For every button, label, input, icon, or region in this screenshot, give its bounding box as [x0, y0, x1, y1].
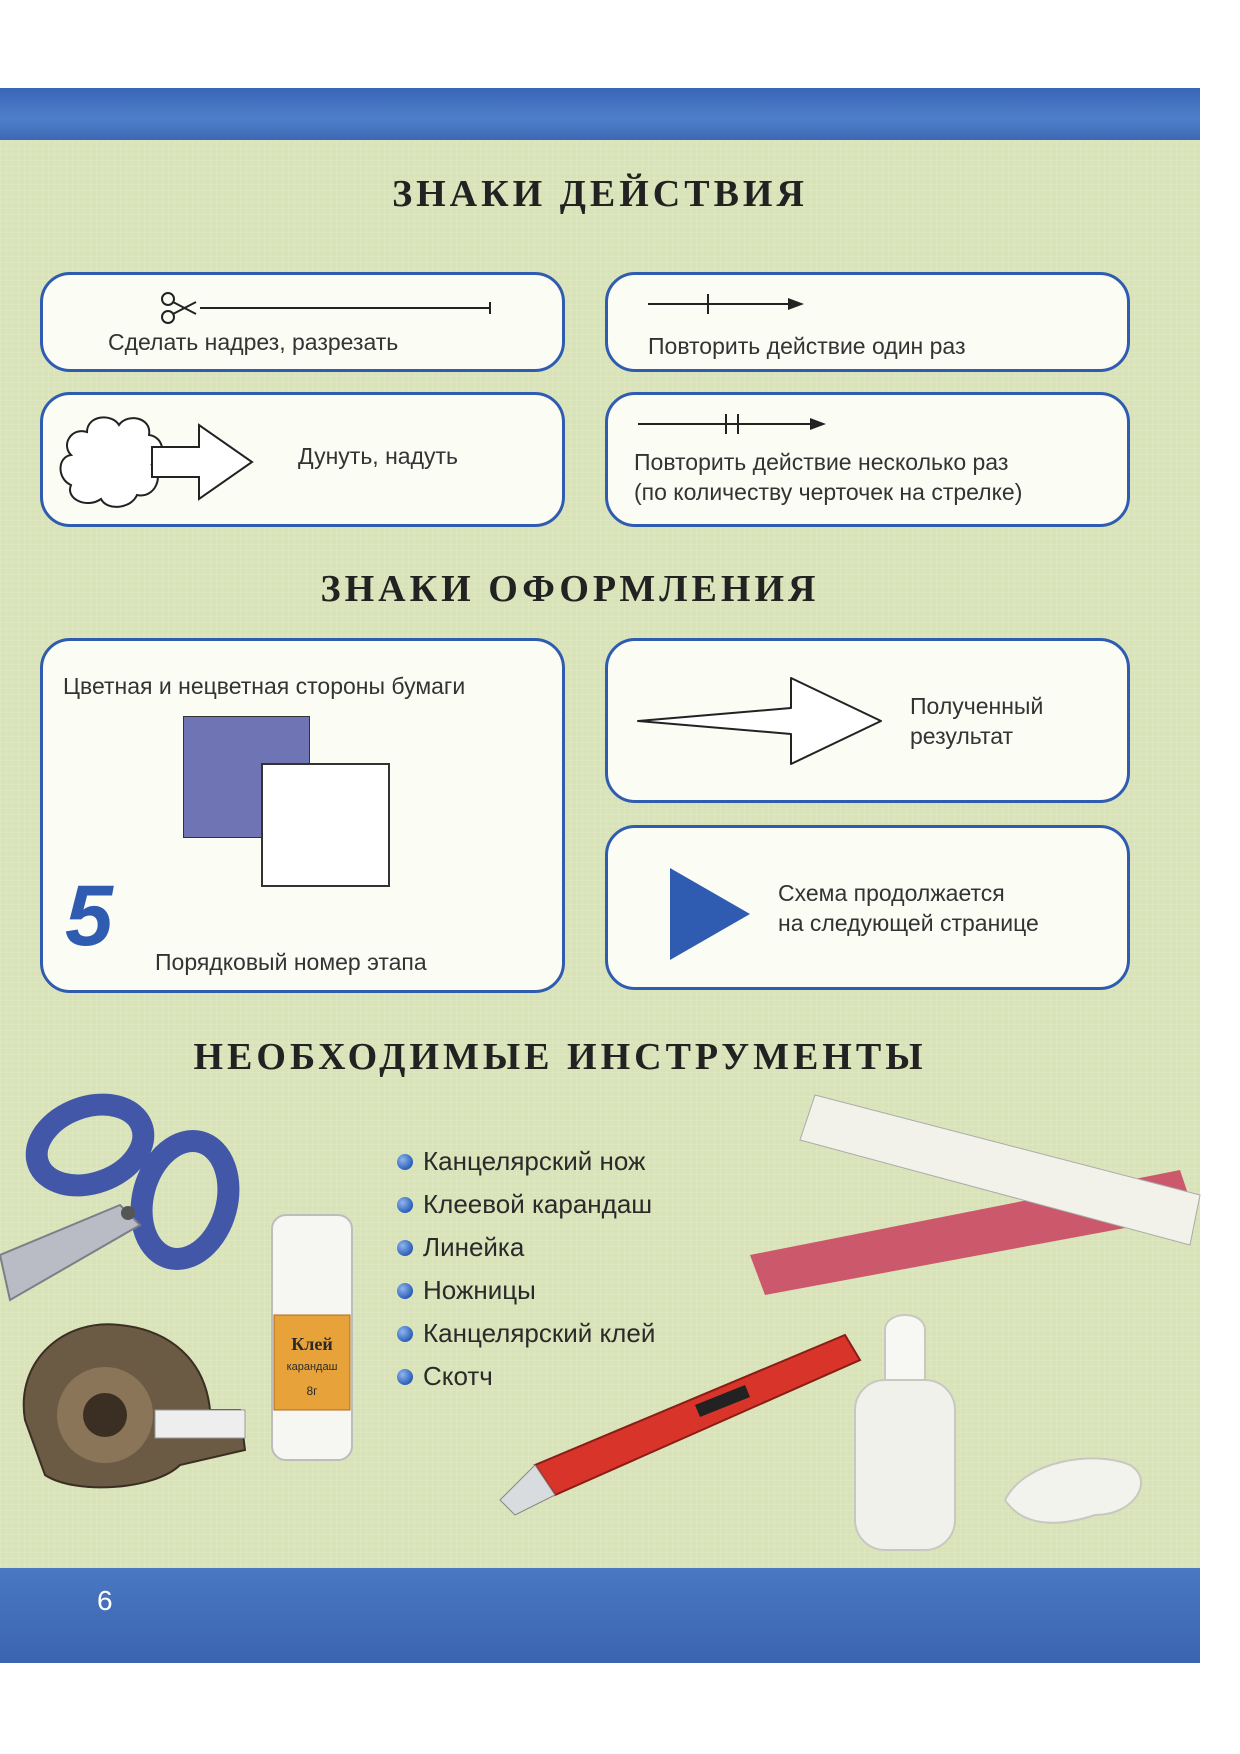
step-number-label: Порядковый номер этапа	[155, 949, 427, 975]
list-item: Скотч	[395, 1355, 655, 1398]
glue-stick-label-2: карандаш	[286, 1361, 338, 1373]
sign-cut-box	[40, 272, 565, 372]
rulers-photo	[740, 1095, 1200, 1295]
heading-tools: НЕОБХОДИМЫЕ ИНСТРУМЕНТЫ	[193, 1036, 927, 1078]
step-number: 5	[65, 868, 113, 964]
sign-paper-sides-box	[40, 638, 565, 993]
utility-knife-photo	[495, 1325, 875, 1515]
sign-repeat-once-box	[605, 272, 1130, 372]
list-item: Канцелярский нож	[395, 1140, 655, 1183]
glue-bottle-photo	[825, 1300, 1155, 1560]
list-item: Канцелярский клей	[395, 1312, 655, 1355]
paper-sides-label: Цветная и нецветная стороны бумаги	[63, 673, 466, 699]
bullet-icon	[397, 1326, 413, 1342]
list-item: Линейка	[395, 1226, 655, 1269]
top-band	[0, 88, 1200, 140]
heading-design-signs: ЗНАКИ ОФОРМЛЕНИЯ	[320, 568, 820, 610]
arrow-one-tick-icon	[648, 289, 808, 319]
scissors-photo	[0, 1085, 260, 1335]
tape-dispenser-photo	[5, 1300, 255, 1500]
sign-continue-box	[605, 825, 1130, 990]
continue-triangle-icon	[668, 866, 758, 966]
sign-repeat-many-label-2: (по количеству черточек на стрелке)	[634, 479, 1023, 505]
continue-label-2: на следующей странице	[778, 910, 1039, 936]
bullet-icon	[397, 1283, 413, 1299]
cloud-blow-arrow-icon	[57, 407, 257, 517]
sign-repeat-many-label-1: Повторить действие несколько раз	[634, 449, 1009, 475]
bullet-icon	[397, 1197, 413, 1213]
glue-stick-label-1: Клей	[291, 1334, 333, 1354]
heading-action-signs: ЗНАКИ ДЕЙСТВИЯ	[392, 173, 808, 215]
scissors-cut-line-icon	[158, 287, 498, 327]
bullet-icon	[397, 1154, 413, 1170]
list-item: Клеевой карандаш	[395, 1183, 655, 1226]
arrow-multiple-ticks-icon	[638, 409, 828, 439]
sign-blow-box	[40, 392, 565, 527]
bullet-icon	[397, 1240, 413, 1256]
sign-result-box	[605, 638, 1130, 803]
list-item: Ножницы	[395, 1269, 655, 1312]
sign-repeat-once-label: Повторить действие один раз	[648, 333, 966, 359]
glue-stick-photo	[262, 1215, 362, 1465]
result-arrow-icon	[636, 676, 886, 766]
white-paper-square	[261, 763, 390, 887]
continue-label-1: Схема продолжается	[778, 880, 1005, 906]
sign-blow-label: Дунуть, надуть	[298, 443, 459, 469]
glue-stick-weight: 8г	[306, 1384, 318, 1398]
result-label-1: Полученный	[910, 693, 1044, 719]
bottom-band	[0, 1568, 1200, 1663]
sign-cut-label: Сделать надрез, разрезать	[108, 329, 399, 355]
bullet-icon	[397, 1369, 413, 1385]
sign-repeat-many-box	[605, 392, 1130, 527]
result-label-2: результат	[910, 723, 1014, 749]
page-number: 6	[97, 1585, 113, 1616]
